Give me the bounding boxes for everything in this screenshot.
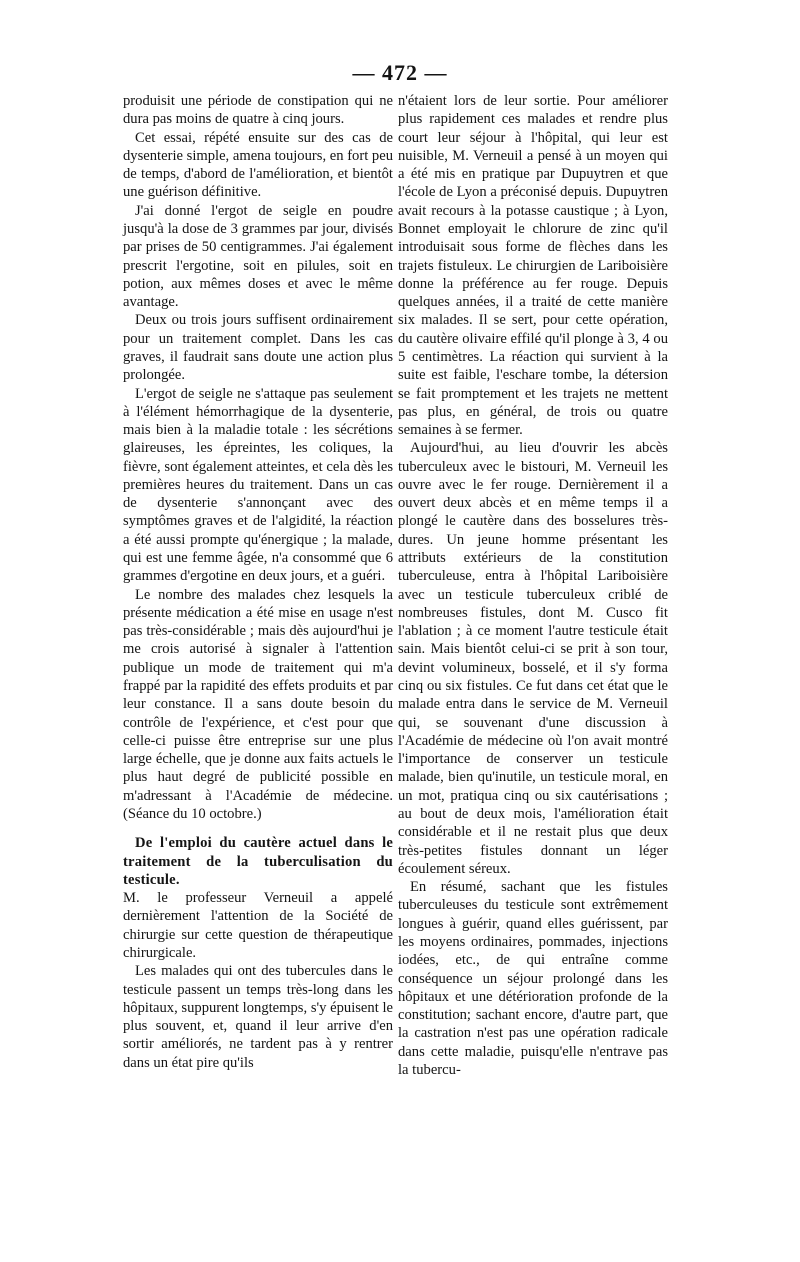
paragraph: Cet essai, répété ensuite sur des cas de dysenterie simple, amena toujours, en fort peu de temps, d'abord de l'amélioration, et bientôt une guérison définitive. [123,129,393,201]
paragraph: Le nombre des malades chez lesquels la présente médication a été mise en usage n'est pas très-considérable ; mais dès aujourd'hui je me crois autorisé à signaler à l'attention publique un mode de traitement qui m'a frappé par la rapidité des effets produits et par leur constance. Il a sans doute besoin du contrôle de l'expérience, et c'est pour que celle-ci puisse être entreprise sur une plus large échelle, que je donne aux faits actuels le plus haut degré de publicité possible en m'adressant à l'Académie de médecine. (Séance du 10 octobre.) [123,586,393,822]
paragraph: M. le professeur Verneuil a appelé dernièrement l'attention de la Société de chirurgie sur cette question de thérapeutique chirurgicale. [123,890,393,961]
right-column [398,92,668,1079]
paragraph: J'ai donné l'ergot de seigle en poudre jusqu'à la dose de 3 grammes par jour, divisés par prises de 50 centigrammes. J'ai également prescrit l'ergotine, soit en pilules, soit en potion, aux mêmes doses et avec le même avantage. [123,202,393,311]
page-number: — 472 — [352,60,448,85]
paragraph: n'étaient lors de leur sortie. Pour améliorer plus rapidement ces malades et rendre plus court leur séjour à l'hôpital, qui leur est nuisible, M. Verneuil a pensé à un moyen qui a été mis en pratique par Dupuytren et que l'école de Lyon a préconisé depuis. Dupuytren avait recours à la potasse caustique ; à Lyon, Bonnet employait le chlorure de zinc qu'il introduisait sous forme de flèches dans les trajets fistuleux. Le chirurgien de Lariboisière donne la préférence au fer rouge. Depuis quelques années, il a traité de cette manière six malades. Il se sert, pour cette opération, du cautère olivaire effilé qu'il plonge à 3, 4 ou 5 centimètres. La réaction qui survient à la suite est faible, l'eschare tombe, la détersion se fait promptement et les trajets ne mettent pas plus, en général, de trois ou quatre semaines à se fermer. [398,93,668,439]
section-title: De l'emploi du cautère actuel dans le traitement de la tuberculisation du testicule. [123,835,393,888]
paragraph: En résumé, sachant que les fistules tuberculeuses du testicule sont extrêmement longues à guérir, quand elles guérissent, par les moyens ordinaires, pommades, injections iodées, etc., de qui entraîne comme conséquence un séjour prolongé dans les hôpitaux et une détérioration profonde de la constitution; sachant encore, d'autre part, que la castration n'est pas une opération radicale dans cette maladie, puisqu'elle n'entrave pas la tubercu- [398,879,668,1078]
paragraph: Aujourd'hui, au lieu d'ouvrir les abcès tuberculeux avec le bistouri, M. Verneuil les ouvre avec le fer rouge. Dernièrement il a ouvert deux abcès et en même temps il a plongé le cautère dans des bosselures très-dures. Un jeune homme présentant les attributs extérieurs de la constitution tuberculeuse, entra à l'hôpital Lariboisière avec un testicule tuberculeux criblé de nombreuses fistules, dont M. Cusco fit l'ablation ; à ce moment l'autre testicule était sain. Mais bientôt celui-ci se prit à son tour, devint volumineux, bosselé, et il s'y forma cinq ou six fistules. Ce fut dans cet état que le malade entra dans le service de M. Verneuil qui, se souvenant d'une discussion à l'Académie de médecine où l'on avait montré l'importance de conserver un testicule malade, bien qu'inutile, un testicule moral, en un mot, pratiqua cinq ou six cautérisations ; au bout de deux mois, l'amélioration était considérable et il ne restait plus que deux très-petites fistules donnant un léger écoulement séreux. [398,440,668,877]
paragraph: produisit une période de constipation qui ne dura pas moins de quatre à cinq jours. [123,93,393,128]
paragraph: L'ergot de seigle ne s'attaque pas seulement à l'élément hémorrhagique de la dysenterie, mais bien à la maladie totale : les sécrétions glaireuses, les épreintes, les coliques, la fièvre, sont également atteintes, et cela dès les premières heures du traitement. Dans un cas de dysenterie s'annonçant avec des symptômes graves et de l'algidité, la réaction a été aussi prompte qu'énergique ; la malade, qui est une femme âgée, n'a consommé que 6 grammes d'ergotine en deux jours, et a guéri. [123,385,393,585]
paragraph: Deux ou trois jours suffisent ordinairement pour un traitement complet. Dans les cas graves, il faudrait sans doute une action plus prolongée. [123,312,393,384]
left-column [123,92,393,1072]
paragraph: Les malades qui ont des tubercules dans le testicule passent un temps très-long dans les hôpitaux, suppurent longtemps, s'y épuisent le plus souvent, et, quand il leur arrive d'en sortir améliorés, ne tardent pas à y rentrer dans un état pire qu'ils [123,963,393,1071]
